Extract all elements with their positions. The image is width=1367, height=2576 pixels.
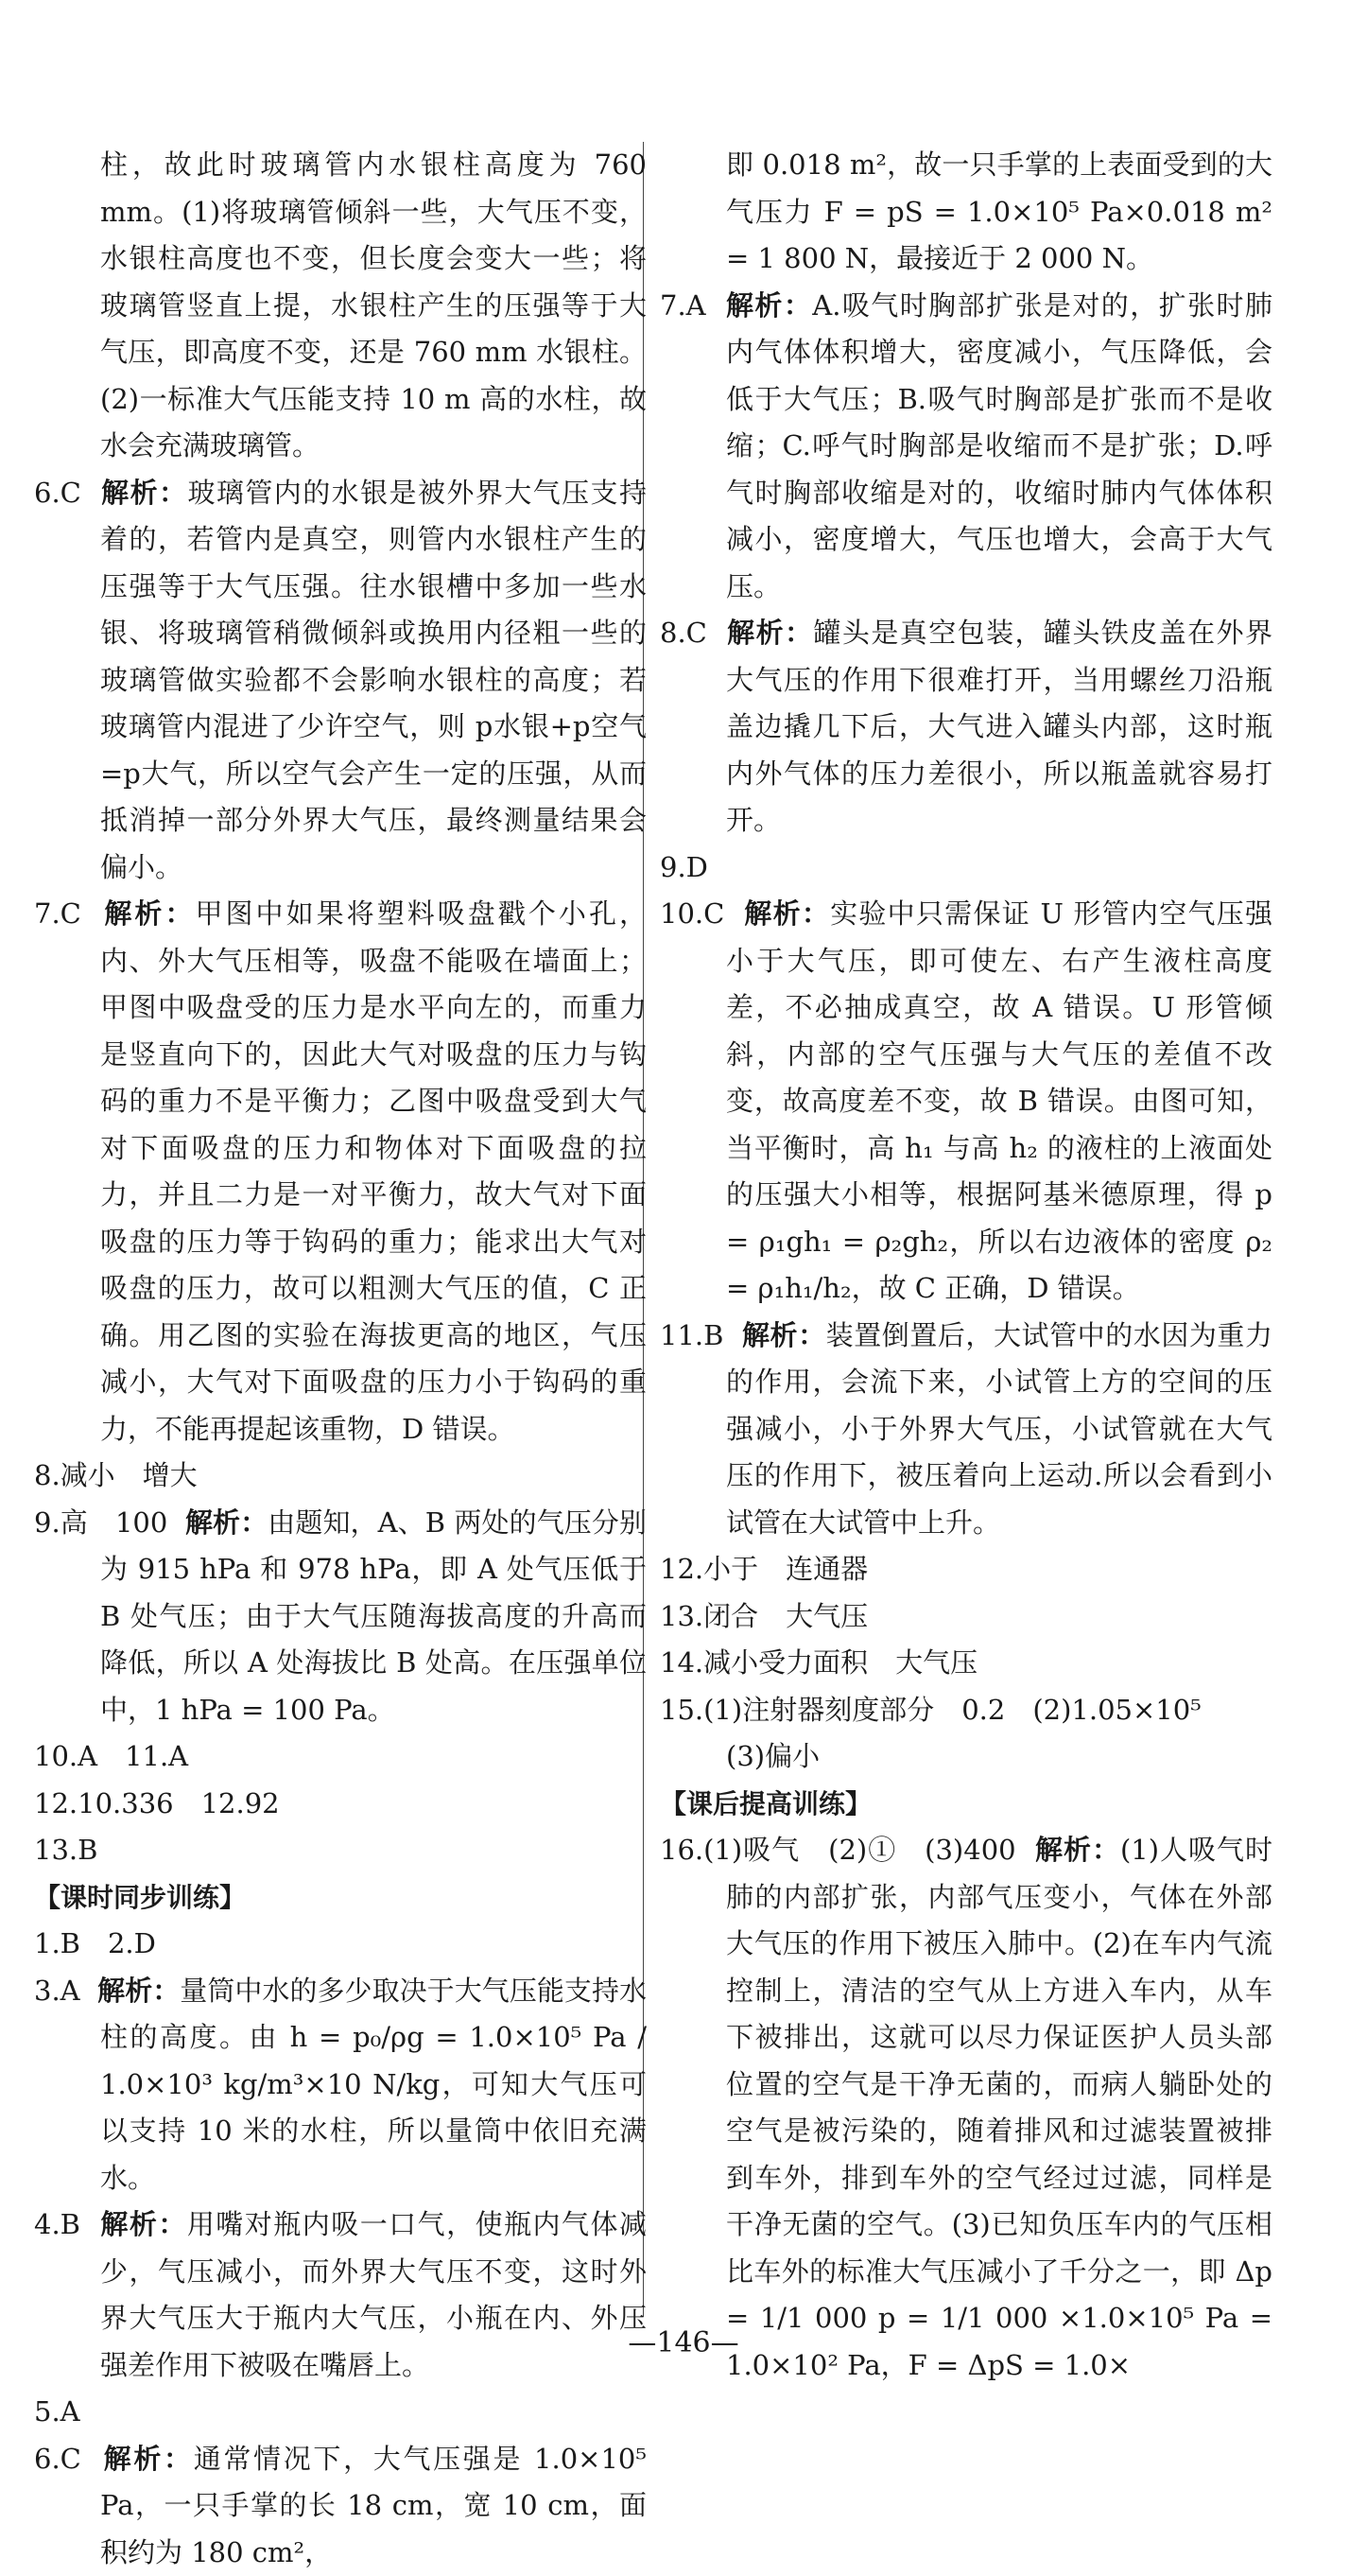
answer-line: 12.10.336 12.92 (34, 1781, 647, 1828)
page-number: —146— (0, 2326, 1367, 2359)
answer-line: 13.B (34, 1827, 647, 1874)
right-column (660, 142, 1272, 2389)
answer-line: (3)偏小 (660, 1733, 1272, 1781)
answer-line: 15.(1)注射器刻度部分 0.2 (2)1.05×10⁵ (660, 1687, 1272, 1734)
left-column (34, 142, 647, 2576)
answer-item: 9.高 100 解析：由题知，A、B 两处的气压分别为 915 hPa 和 978 hPa，即 A 处气压低于 B 处气压；由于大气压随海拔高度的升高而降低，所以 A 处海拔比 B 处高。在压强单位中，1 hPa = 100 Pa。 (34, 1500, 647, 1734)
answer-item: 7.C 解析：甲图中如果将塑料吸盘戳个小孔，内、外大气压相等，吸盘不能吸在墙面上；甲图中吸盘受的压力是水平向左的，而重力是竖直向下的，因此大气对吸盘的压力与钩码的重力不是平衡力；乙图中吸盘受到大气对下面吸盘的压力和物体对下面吸盘的拉力，并且二力是一对平衡力，故大气对下面吸盘的压力等于钩码的重力；能求出大气对吸盘的压力，故可以粗测大气压的值，C 正确。用乙图的实验在海拔更高的地区，气压减小，大气对下面吸盘的压力小于钩码的重力，不能再提起该重物，D 错误。 (34, 891, 647, 1453)
answer-line: 9.D (660, 844, 1272, 892)
answer-line: 5.A (34, 2389, 647, 2436)
answer-item: 11.B 解析：装置倒置后，大试管中的水因为重力的作用，会流下来，小试管上方的空间的压强减小，小于外界大气压，小试管就在大气压的作用下，被压着向上运动.所以会看到小试管在大试管中上升。 (660, 1313, 1272, 1547)
section-heading: 【课后提高训练】 (660, 1781, 1272, 1828)
answer-item: 4.B 解析：用嘴对瓶内吸一口气，使瓶内气体减少，气压减小，而外界大气压不变，这时外界大气压大于瓶内大气压，小瓶在内、外压强差作用下被吸在嘴唇上。 (34, 2202, 647, 2389)
answer-item: 10.C 解析：实验中只需保证 U 形管内空气压强小于大气压，即可使左、右产生液柱高度差，不必抽成真空，故 A 错误。U 形管倾斜，内部的空气压强与大气压的差值不改变，故高度差不变，故 B 错误。由图可知，当平衡时，高 h₁ 与高 h₂ 的液柱的上液面处的压强大小相等，根据阿基米德原理，得 p = ρ₁gh₁ = ρ₂gh₂，所以右边液体的密度 ρ₂ = ρ₁h₁/h₂，故 C 正确，D 错误。 (660, 891, 1272, 1313)
answer-item: 16.(1)吸气 (2)① (3)400 解析：(1)人吸气时肺的内部扩张，内部气压变小，气体在外部大气压的作用下被压入肺中。(2)在车内气流控制上，清洁的空气从上方进入车内，从车下被排出，这就可以尽力保证医护人员头部位置的空气是干净无菌的，而病人躺卧处的空气是被污染的，随着排风和过滤装置被排到车外，排到车外的空气经过过滤，同样是干净无菌的空气。(3)已知负压车内的气压相比车外的标准大气压减小了千分之一，即 Δp = 1/1 000 p = 1/1 000 ×1.0×10⁵ Pa = 1.0×10² Pa，F = ΔpS = 1.0× (660, 1827, 1272, 2389)
answer-line: 10.A 11.A (34, 1733, 647, 1781)
paragraph: 柱，故此时玻璃管内水银柱高度为 760 mm。(1)将玻璃管倾斜一些，大气压不变，水银柱高度也不变，但长度会变大一些；将玻璃管竖直上提，水银柱产生的压强等于大气压，即高度不变，还是 760 mm 水银柱。(2)一标准大气压能支持 10 m 高的水柱，故水会充满玻璃管。 (34, 142, 647, 470)
answer-line: 12.小于 连通器 (660, 1546, 1272, 1593)
answer-line: 14.减小受力面积 大气压 (660, 1640, 1272, 1687)
answer-line: 1.B 2.D (34, 1921, 647, 1968)
answer-item: 6.C 解析：玻璃管内的水银是被外界大气压支持着的，若管内是真空，则管内水银柱产生的压强等于大气压强。往水银槽中多加一些水银、将玻璃管稍微倾斜或换用内径粗一些的玻璃管做实验都不会影响水银柱的高度；若玻璃管内混进了少许空气，则 p水银+p空气=p大气，所以空气会产生一定的压强，从而抵消掉一部分外界大气压，最终测量结果会偏小。 (34, 470, 647, 892)
answer-item: 6.C 解析：通常情况下，大气压强是 1.0×10⁵ Pa，一只手掌的长 18 cm，宽 10 cm，面积约为 180 cm²， (34, 2436, 647, 2576)
section-heading: 【课时同步训练】 (34, 1874, 647, 1922)
answer-item: 8.C 解析：罐头是真空包装，罐头铁皮盖在外界大气压的作用下很难打开，当用螺丝刀沿瓶盖边撬几下后，大气进入罐头内部，这时瓶内外气体的压力差很小，所以瓶盖就容易打开。 (660, 610, 1272, 844)
answer-line: 13.闭合 大气压 (660, 1593, 1272, 1641)
answer-line: 8.减小 增大 (34, 1453, 647, 1500)
answer-item: 3.A 解析：量筒中水的多少取决于大气压能支持水柱的高度。由 h = p₀/ρg = 1.0×10⁵ Pa / 1.0×10³ kg/m³×10 N/kg，可知大气压可以支持 10 米的水柱，所以量筒中依旧充满水。 (34, 1968, 647, 2202)
answer-item: 7.A 解析：A.吸气时胸部扩张是对的，扩张时肺内气体体积增大，密度减小，气压降低，会低于大气压；B.吸气时胸部是扩张而不是收缩；C.呼气时胸部是收缩而不是扩张；D.呼气时胸部收缩是对的，收缩时肺内气体体积减小，密度增大，气压也增大，会高于大气压。 (660, 283, 1272, 611)
paragraph: 即 0.018 m²，故一只手掌的上表面受到的大气压力 F = pS = 1.0×10⁵ Pa×0.018 m² = 1 800 N，最接近于 2 000 N。 (660, 142, 1272, 283)
